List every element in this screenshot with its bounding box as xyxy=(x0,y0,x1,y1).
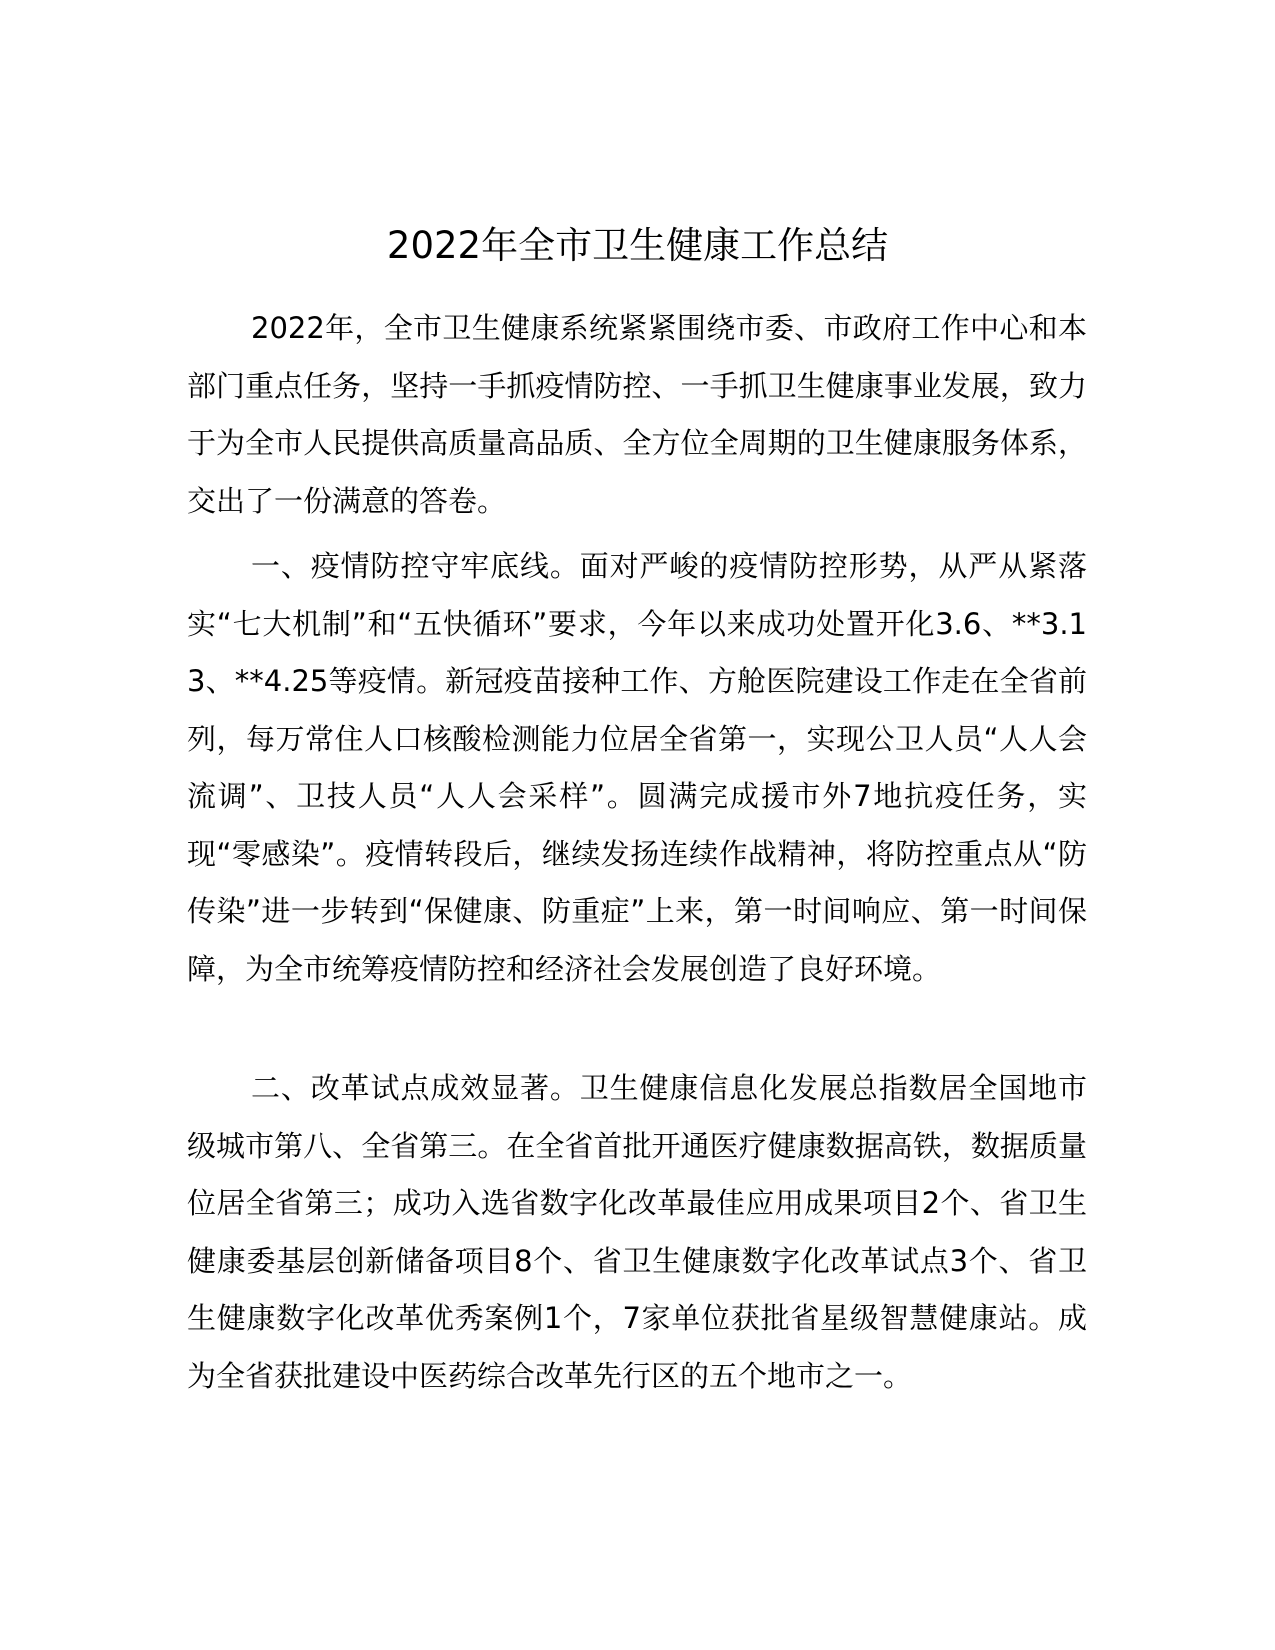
paragraph-intro: 2022年，全市卫生健康系统紧紧围绕市委、市政府工作中心和本部门重点任务，坚持一手抓疫情防控、一手抓卫生健康事业发展，致力于为全市人民提供高质量高品质、全方位全周期的卫生健康服务体系，交出了一份满意的答卷。 xyxy=(187,311,1087,518)
document-title: 2022年全市卫生健康工作总结 xyxy=(386,224,889,267)
paragraph-epidemic-control: 一、疫情防控守牢底线。面对严峻的疫情防控形势，从严从紧落实“七大机制”和“五快循环”要求，今年以来成功处置开化3.6、**3.13、**4.25等疫情。新冠疫苗接种工作、方舱医院建设工作走在全省前列，每万常住人口核酸检测能力位居全省第一，实现公卫人员“人人会流调”、卫技人员“人人会采样”。圆满完成援市外7地抗疫任务，实现“零感染”。疫情转段后，继续发扬连续作战精神，将防控重点从“防传染”进一步转到“保健康、防重症”上来，第一时间响应、第一时间保障，为全市统筹疫情防控和经济社会发展创造了良好环境。 xyxy=(187,549,1087,986)
paragraph-reform-pilot: 二、改革试点成效显著。卫生健康信息化发展总指数居全国地市级城市第八、全省第三。在全省首批开通医疗健康数据高铁，数据质量位居全省第三；成功入选省数字化改革最佳应用成果项目2个、省卫生健康委基层创新储备项目8个、省卫生健康数字化改革试点3个、省卫生健康数字化改革优秀案例1个，7家单位获批省星级智慧健康站。成为全省获批建设中医药综合改革先行区的五个地市之一。 xyxy=(187,1071,1087,1393)
